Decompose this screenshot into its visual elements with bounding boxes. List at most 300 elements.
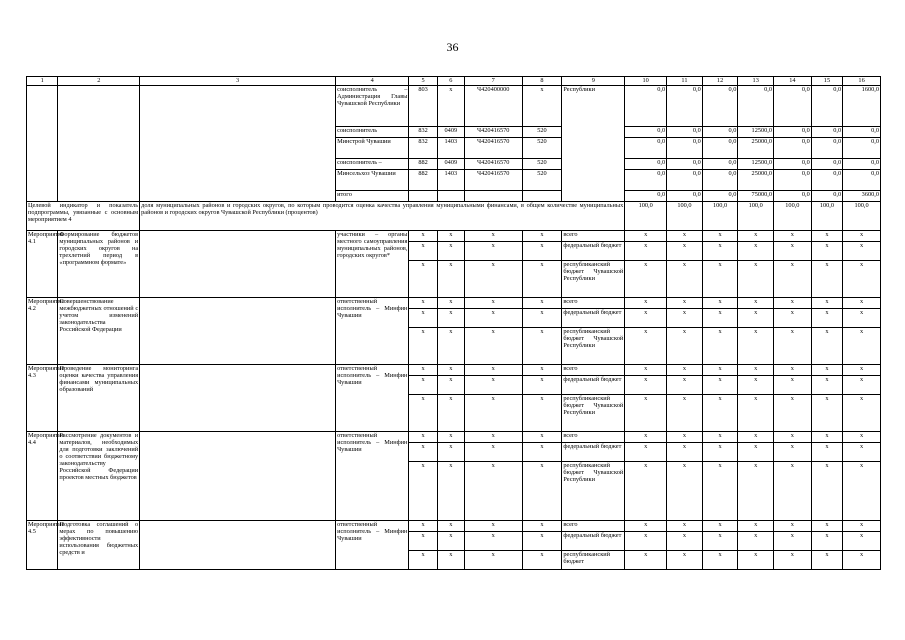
value-cell: 0,0 — [625, 191, 667, 202]
value-cell: 0,0 — [625, 127, 667, 138]
code-cell: 0409 — [437, 127, 464, 138]
x-mark: х — [522, 395, 562, 432]
executor-cell: соисполнитель – Администрация Главы Чувашской Республики — [336, 86, 409, 127]
event-code: Мероприятие 4.1 — [27, 231, 58, 298]
x-mark: х — [625, 261, 667, 298]
x-mark: х — [522, 462, 562, 521]
event-executor: ответственный исполнитель – Минфин Чувашии — [336, 521, 409, 570]
indicator-label: Целевой индикатор и показатель подпрограммы, увязанные с основным мероприятием 4 — [27, 202, 140, 231]
event-row — [27, 298, 881, 309]
empty-cell — [58, 86, 140, 202]
event-row — [27, 231, 881, 242]
column-number-7: 7 — [464, 77, 522, 86]
source-cell: Республики — [562, 86, 625, 202]
code-cell: 832 — [409, 138, 437, 159]
x-mark: х — [437, 551, 464, 570]
x-mark: х — [522, 261, 562, 298]
x-mark: х — [843, 365, 881, 376]
funding-source: федеральный бюджет — [562, 242, 625, 261]
value-cell: 12500,0 — [738, 127, 774, 138]
x-mark: х — [811, 328, 842, 365]
x-mark: х — [811, 365, 842, 376]
x-mark: х — [843, 298, 881, 309]
event-name: Формирование бюджетов муниципальных районов и городских округов на трехлетний период в «программном формате» — [58, 231, 140, 298]
column-number-6: 6 — [437, 77, 464, 86]
code-cell: Ч420416570 — [464, 159, 522, 170]
x-mark: х — [437, 365, 464, 376]
x-mark: х — [409, 242, 437, 261]
x-mark: х — [464, 532, 522, 551]
x-mark: х — [522, 365, 562, 376]
event-executor: ответственный исполнитель – Минфин Чувашии — [336, 298, 409, 365]
x-mark: х — [464, 376, 522, 395]
x-mark: х — [843, 376, 881, 395]
code-cell: 520 — [522, 127, 562, 138]
x-mark: х — [464, 462, 522, 521]
column-number-2: 2 — [58, 77, 140, 86]
column-number-9: 9 — [562, 77, 625, 86]
value-cell: 0,0 — [702, 138, 738, 159]
x-mark: х — [811, 443, 842, 462]
x-mark: х — [774, 242, 812, 261]
code-cell: 882 — [409, 170, 437, 191]
value-cell: 0,0 — [702, 191, 738, 202]
event-code: Мероприятие 4.3 — [27, 365, 58, 432]
executor-cell: Минстрой Чувашии — [336, 138, 409, 159]
x-mark: х — [464, 432, 522, 443]
x-mark: х — [811, 376, 842, 395]
value-cell: 0,0 — [667, 127, 703, 138]
x-mark: х — [464, 328, 522, 365]
x-mark: х — [625, 551, 667, 570]
x-mark: х — [774, 309, 812, 328]
x-mark: х — [667, 395, 703, 432]
x-mark: х — [843, 521, 881, 532]
x-mark: х — [625, 376, 667, 395]
x-mark: х — [738, 532, 774, 551]
x-mark: х — [843, 395, 881, 432]
value-cell: 0,0 — [625, 170, 667, 191]
value-cell: 0,0 — [843, 138, 881, 159]
value-cell: 0,0 — [774, 86, 812, 127]
funding-source: республиканский бюджет — [562, 551, 625, 570]
x-mark: х — [464, 551, 522, 570]
x-mark: х — [625, 309, 667, 328]
x-mark: х — [738, 365, 774, 376]
x-mark: х — [409, 309, 437, 328]
value-cell: 0,0 — [811, 191, 842, 202]
x-mark: х — [437, 462, 464, 521]
value-cell: 0,0 — [667, 86, 703, 127]
x-mark: х — [409, 443, 437, 462]
x-mark: х — [625, 521, 667, 532]
x-mark: х — [738, 328, 774, 365]
x-mark: х — [464, 443, 522, 462]
column-number-12: 12 — [702, 77, 738, 86]
event-name: Проведение мониторинга оценки качества управления финансами муниципальных образований — [58, 365, 140, 432]
x-mark: х — [774, 376, 812, 395]
column-number-3: 3 — [140, 77, 336, 86]
x-mark: х — [437, 376, 464, 395]
indicator-value: 100,0 — [843, 202, 881, 231]
code-cell: Ч420416570 — [464, 170, 522, 191]
x-mark: х — [738, 261, 774, 298]
funding-source: республиканский бюджет Чувашской Республики — [562, 328, 625, 365]
x-mark: х — [843, 328, 881, 365]
x-mark: х — [702, 462, 738, 521]
x-mark: х — [774, 261, 812, 298]
x-mark: х — [774, 231, 812, 242]
code-cell: х — [522, 86, 562, 127]
x-mark: х — [738, 376, 774, 395]
x-mark: х — [667, 532, 703, 551]
x-mark: х — [667, 365, 703, 376]
x-mark: х — [409, 521, 437, 532]
value-cell: 0,0 — [625, 86, 667, 127]
x-mark: х — [702, 376, 738, 395]
empty-cell — [140, 521, 336, 570]
x-mark: х — [625, 231, 667, 242]
x-mark: х — [843, 432, 881, 443]
value-cell: 0,0 — [625, 159, 667, 170]
funding-source: всего — [562, 231, 625, 242]
value-cell: 0,0 — [667, 159, 703, 170]
funding-source: республиканский бюджет Чувашской Республики — [562, 261, 625, 298]
empty-cell — [140, 231, 336, 298]
code-cell — [409, 191, 437, 202]
x-mark: х — [843, 551, 881, 570]
column-number-16: 16 — [843, 77, 881, 86]
x-mark: х — [702, 432, 738, 443]
x-mark: х — [409, 551, 437, 570]
funding-source: всего — [562, 432, 625, 443]
value-cell: 0,0 — [811, 86, 842, 127]
x-mark: х — [625, 432, 667, 443]
x-mark: х — [625, 328, 667, 365]
x-mark: х — [522, 521, 562, 532]
x-mark: х — [702, 328, 738, 365]
x-mark: х — [843, 231, 881, 242]
value-cell: 0,0 — [774, 159, 812, 170]
empty-cell — [27, 86, 58, 202]
x-mark: х — [667, 443, 703, 462]
event-code: Мероприятие 4.2 — [27, 298, 58, 365]
event-row — [27, 365, 881, 376]
column-number-4: 4 — [336, 77, 409, 86]
x-mark: х — [774, 551, 812, 570]
empty-cell — [140, 86, 336, 202]
x-mark: х — [667, 462, 703, 521]
code-cell: 0409 — [437, 159, 464, 170]
x-mark: х — [738, 432, 774, 443]
x-mark: х — [843, 443, 881, 462]
x-mark: х — [738, 443, 774, 462]
x-mark: х — [738, 462, 774, 521]
value-cell: 0,0 — [843, 170, 881, 191]
value-cell: 0,0 — [702, 170, 738, 191]
x-mark: х — [811, 462, 842, 521]
x-mark: х — [738, 231, 774, 242]
header-row — [27, 77, 881, 86]
x-mark: х — [667, 309, 703, 328]
value-cell: 0,0 — [667, 170, 703, 191]
empty-cell — [140, 365, 336, 432]
code-cell: х — [437, 86, 464, 127]
funding-source: республиканский бюджет Чувашской Республики — [562, 462, 625, 521]
event-executor: ответственный исполнитель – Минфин Чувашии — [336, 365, 409, 432]
value-cell: 25000,0 — [738, 138, 774, 159]
x-mark: х — [409, 432, 437, 443]
executor-cell: итого — [336, 191, 409, 202]
x-mark: х — [702, 395, 738, 432]
value-cell: 0,0 — [811, 138, 842, 159]
value-cell: 0,0 — [843, 127, 881, 138]
value-cell: 0,0 — [702, 159, 738, 170]
code-cell — [522, 191, 562, 202]
code-cell — [464, 191, 522, 202]
x-mark: х — [667, 551, 703, 570]
x-mark: х — [625, 298, 667, 309]
indicator-value: 100,0 — [738, 202, 774, 231]
x-mark: х — [811, 395, 842, 432]
x-mark: х — [702, 309, 738, 328]
x-mark: х — [522, 532, 562, 551]
column-number-10: 10 — [625, 77, 667, 86]
value-cell: 12500,0 — [738, 159, 774, 170]
x-mark: х — [437, 231, 464, 242]
x-mark: х — [522, 376, 562, 395]
x-mark: х — [667, 261, 703, 298]
event-row — [27, 432, 881, 443]
indicator-value: 100,0 — [774, 202, 812, 231]
indicator-value: 100,0 — [625, 202, 667, 231]
event-name: Подготовка соглашений о мерах по повышению эффективности использования бюджетных средств и — [58, 521, 140, 570]
x-mark: х — [464, 242, 522, 261]
x-mark: х — [625, 443, 667, 462]
funding-source: федеральный бюджет — [562, 309, 625, 328]
code-cell: Ч420416570 — [464, 127, 522, 138]
value-cell: 25000,0 — [738, 170, 774, 191]
x-mark: х — [738, 298, 774, 309]
x-mark: х — [522, 231, 562, 242]
value-cell: 0,0 — [774, 170, 812, 191]
value-cell: 0,0 — [667, 191, 703, 202]
x-mark: х — [811, 551, 842, 570]
value-cell: 1600,0 — [843, 86, 881, 127]
x-mark: х — [843, 309, 881, 328]
x-mark: х — [843, 532, 881, 551]
x-mark: х — [667, 298, 703, 309]
event-executor: участники – органы местного самоуправления муниципальных районов, городских округов* — [336, 231, 409, 298]
x-mark: х — [522, 309, 562, 328]
indicator-value: 100,0 — [702, 202, 738, 231]
x-mark: х — [843, 242, 881, 261]
x-mark: х — [774, 298, 812, 309]
x-mark: х — [702, 532, 738, 551]
column-number-8: 8 — [522, 77, 562, 86]
page-number: 36 — [446, 40, 459, 54]
x-mark: х — [437, 532, 464, 551]
x-mark: х — [409, 365, 437, 376]
event-code: Мероприятие 4.5 — [27, 521, 58, 570]
x-mark: х — [464, 298, 522, 309]
empty-cell — [140, 432, 336, 521]
empty-cell — [140, 298, 336, 365]
x-mark: х — [811, 309, 842, 328]
code-cell: 1403 — [437, 170, 464, 191]
x-mark: х — [464, 231, 522, 242]
value-cell: 0,0 — [738, 86, 774, 127]
event-executor: ответственный исполнитель – Минфин Чувашии — [336, 432, 409, 521]
executor-cell: Минсельхоз Чувашии — [336, 170, 409, 191]
code-cell: Ч420416570 — [464, 138, 522, 159]
x-mark: х — [702, 261, 738, 298]
funding-source: всего — [562, 365, 625, 376]
x-mark: х — [437, 261, 464, 298]
x-mark: х — [774, 365, 812, 376]
funding-source: федеральный бюджет — [562, 532, 625, 551]
x-mark: х — [437, 395, 464, 432]
x-mark: х — [409, 395, 437, 432]
x-mark: х — [774, 521, 812, 532]
x-mark: х — [409, 462, 437, 521]
x-mark: х — [437, 298, 464, 309]
x-mark: х — [702, 521, 738, 532]
x-mark: х — [811, 242, 842, 261]
value-cell: 0,0 — [667, 138, 703, 159]
x-mark: х — [667, 521, 703, 532]
x-mark: х — [667, 376, 703, 395]
x-mark: х — [667, 328, 703, 365]
code-cell: 520 — [522, 138, 562, 159]
x-mark: х — [702, 231, 738, 242]
x-mark: х — [843, 462, 881, 521]
value-cell: 0,0 — [774, 127, 812, 138]
code-cell: Ч420400000 — [464, 86, 522, 127]
x-mark: х — [437, 309, 464, 328]
column-number-1: 1 — [27, 77, 58, 86]
x-mark: х — [774, 432, 812, 443]
x-mark: х — [738, 395, 774, 432]
event-code: Мероприятие 4.4 — [27, 432, 58, 521]
indicator-value: 100,0 — [667, 202, 703, 231]
x-mark: х — [738, 309, 774, 328]
x-mark: х — [437, 432, 464, 443]
x-mark: х — [811, 231, 842, 242]
x-mark: х — [811, 261, 842, 298]
code-cell: 520 — [522, 170, 562, 191]
x-mark: х — [774, 395, 812, 432]
x-mark: х — [409, 298, 437, 309]
x-mark: х — [811, 532, 842, 551]
executor-cell: соисполнитель – — [336, 159, 409, 170]
event-name: Рассмотрение документов и материалов, необходимых для подготовки заключений о соответствии бюджетному законодательству Российской Федерации проектов местных бюджетов — [58, 432, 140, 521]
value-cell: 0,0 — [843, 159, 881, 170]
x-mark: х — [437, 521, 464, 532]
value-cell: 3600,0 — [843, 191, 881, 202]
x-mark: х — [409, 328, 437, 365]
x-mark: х — [774, 443, 812, 462]
code-cell: 1403 — [437, 138, 464, 159]
value-cell: 0,0 — [774, 138, 812, 159]
event-row — [27, 521, 881, 532]
x-mark: х — [667, 231, 703, 242]
value-cell: 0,0 — [702, 86, 738, 127]
code-cell: 803 — [409, 86, 437, 127]
budget-table — [26, 76, 881, 570]
x-mark: х — [625, 395, 667, 432]
x-mark: х — [409, 261, 437, 298]
column-number-13: 13 — [738, 77, 774, 86]
indicator-value: 100,0 — [811, 202, 842, 231]
x-mark: х — [464, 395, 522, 432]
x-mark: х — [667, 242, 703, 261]
value-cell: 0,0 — [774, 191, 812, 202]
x-mark: х — [464, 309, 522, 328]
x-mark: х — [774, 328, 812, 365]
x-mark: х — [522, 298, 562, 309]
column-number-11: 11 — [667, 77, 703, 86]
x-mark: х — [464, 365, 522, 376]
x-mark: х — [625, 242, 667, 261]
funding-source: республиканский бюджет Чувашской Республики — [562, 395, 625, 432]
x-mark: х — [702, 443, 738, 462]
x-mark: х — [437, 242, 464, 261]
x-mark: х — [738, 551, 774, 570]
funding-source: федеральный бюджет — [562, 376, 625, 395]
column-number-15: 15 — [811, 77, 842, 86]
value-cell: 0,0 — [811, 159, 842, 170]
value-cell: 0,0 — [625, 138, 667, 159]
x-mark: х — [522, 443, 562, 462]
code-cell: 882 — [409, 159, 437, 170]
x-mark: х — [409, 532, 437, 551]
x-mark: х — [811, 432, 842, 443]
x-mark: х — [409, 376, 437, 395]
x-mark: х — [774, 532, 812, 551]
table-row — [27, 86, 881, 127]
funding-source: всего — [562, 298, 625, 309]
x-mark: х — [522, 432, 562, 443]
indicator-text: доля муниципальных районов и городских округов, по которым проводится оценка качества управления муниципальными финансами, в общем количестве муниципальных районов и городских округов Чувашской Республики (процентов) — [140, 202, 625, 231]
x-mark: х — [625, 532, 667, 551]
code-cell — [437, 191, 464, 202]
code-cell: 520 — [522, 159, 562, 170]
x-mark: х — [625, 365, 667, 376]
value-cell: 0,0 — [702, 127, 738, 138]
x-mark: х — [409, 231, 437, 242]
x-mark: х — [522, 328, 562, 365]
x-mark: х — [811, 521, 842, 532]
value-cell: 75000,0 — [738, 191, 774, 202]
funding-source: федеральный бюджет — [562, 443, 625, 462]
funding-source: всего — [562, 521, 625, 532]
x-mark: х — [464, 261, 522, 298]
x-mark: х — [437, 328, 464, 365]
x-mark: х — [702, 242, 738, 261]
x-mark: х — [522, 242, 562, 261]
x-mark: х — [625, 462, 667, 521]
x-mark: х — [774, 462, 812, 521]
x-mark: х — [702, 298, 738, 309]
x-mark: х — [437, 443, 464, 462]
indicator-row — [27, 202, 881, 231]
x-mark: х — [811, 298, 842, 309]
x-mark: х — [843, 261, 881, 298]
x-mark: х — [464, 521, 522, 532]
x-mark: х — [702, 551, 738, 570]
column-number-14: 14 — [774, 77, 812, 86]
